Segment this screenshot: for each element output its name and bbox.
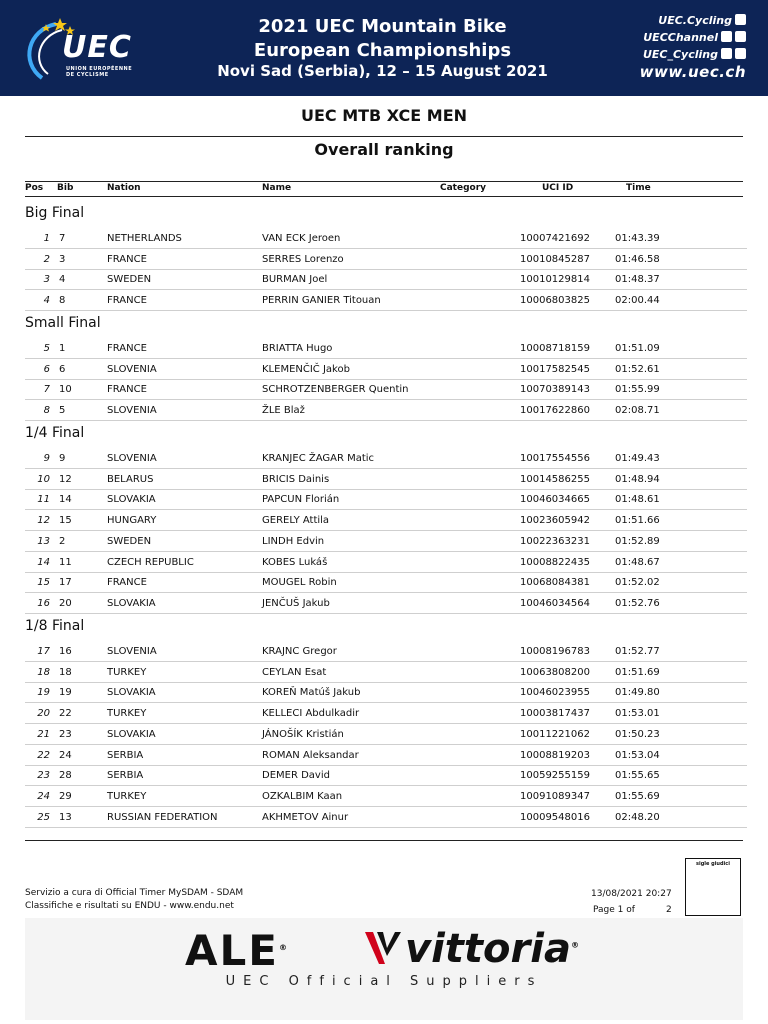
cell-time: 01:43.39 xyxy=(615,233,660,244)
table-row xyxy=(25,593,747,614)
cell-bib: 14 xyxy=(59,494,72,506)
cell-pos: 17 xyxy=(37,646,50,657)
cell-nation: SLOVENIA xyxy=(107,646,157,657)
instagram-icon xyxy=(735,48,746,59)
col-header-time: Time xyxy=(626,183,651,193)
cell-pos: 3 xyxy=(43,274,50,286)
cell-time: 01:52.76 xyxy=(615,597,660,609)
vittoria-logo: vittoria® xyxy=(405,926,579,972)
cell-time: 01:55.99 xyxy=(615,384,660,396)
cell-time: 01:48.94 xyxy=(615,473,660,485)
cell-pos: 2 xyxy=(43,253,50,265)
ale-logo-text: ALE xyxy=(185,926,279,975)
cell-bib: 4 xyxy=(59,274,66,286)
cell-nation: BELARUS xyxy=(107,473,154,485)
cell-time: 01:55.65 xyxy=(615,770,660,782)
cell-name: PERRIN GANIER Titouan xyxy=(262,295,381,307)
cell-name: VAN ECK Jeroen xyxy=(262,233,341,244)
cell-name: JÁNOŠÍK Kristián xyxy=(262,728,344,740)
cell-nation: FRANCE xyxy=(107,253,147,265)
cell-nation: SLOVENIA xyxy=(107,363,157,375)
cell-uci-id: 10008819203 xyxy=(520,749,590,761)
youtube-icon xyxy=(721,31,732,42)
cell-time: 01:52.02 xyxy=(615,577,660,589)
divider xyxy=(25,196,743,197)
cell-uci-id: 10022363231 xyxy=(520,535,590,547)
cell-nation: SERBIA xyxy=(107,749,144,761)
cell-name: GERELY Attila xyxy=(262,515,330,527)
table-row xyxy=(25,469,747,490)
event-title: UEC MTB XCE MEN xyxy=(300,106,468,125)
table-row xyxy=(25,641,747,662)
header-title-line2: European Championships xyxy=(253,40,512,61)
cell-time: 01:48.61 xyxy=(615,494,660,506)
cell-nation: RUSSIAN FEDERATION xyxy=(107,811,218,823)
cell-bib: 5 xyxy=(59,405,66,417)
cell-pos: 25 xyxy=(37,811,50,823)
cell-nation: FRANCE xyxy=(107,343,147,354)
cell-name: KELLECI Abdulkadir xyxy=(262,708,360,720)
col-header-nation: Nation xyxy=(107,183,141,193)
table-row xyxy=(25,359,747,380)
cell-uci-id: 10007421692 xyxy=(520,233,590,244)
cell-bib: 2 xyxy=(59,535,66,547)
website-link[interactable]: www.uec.ch xyxy=(639,63,746,81)
cell-name: KOREŇ Matúš Jakub xyxy=(262,687,361,699)
cell-nation: TURKEY xyxy=(107,708,147,720)
judges-signature-box xyxy=(685,858,741,916)
cell-bib: 11 xyxy=(59,556,72,568)
cell-bib: 6 xyxy=(59,363,66,375)
cell-nation: CZECH REPUBLIC xyxy=(107,556,194,568)
col-header-name: Name xyxy=(262,183,292,193)
table-row xyxy=(25,786,747,807)
section-heading: Small Final xyxy=(25,315,101,331)
cell-uci-id: 10010845287 xyxy=(520,253,590,265)
uec-logo-text: UEC xyxy=(62,30,132,65)
cell-bib: 23 xyxy=(59,728,72,740)
timestamp: 13/08/2021 20:27 xyxy=(591,889,672,899)
cell-nation: SLOVAKIA xyxy=(107,728,156,740)
uec-logo xyxy=(16,14,156,84)
cell-time: 01:52.77 xyxy=(615,646,660,657)
cell-nation: SLOVAKIA xyxy=(107,494,156,506)
cell-uci-id: 10017554556 xyxy=(520,453,590,464)
cell-name: BRIATTA Hugo xyxy=(262,343,333,354)
cell-uci-id: 10017622860 xyxy=(520,405,590,417)
cell-pos: 24 xyxy=(37,790,50,802)
cell-time: 01:52.61 xyxy=(615,363,660,375)
cell-pos: 7 xyxy=(43,384,50,396)
cell-nation: SWEDEN xyxy=(107,274,152,286)
table-row xyxy=(25,510,747,531)
table-row xyxy=(25,724,747,745)
cell-name: SCHROTZENBERGER Quentin xyxy=(262,384,409,396)
table-row xyxy=(25,552,747,573)
social-twitter[interactable] xyxy=(643,48,746,61)
vittoria-logo-text: vittoria xyxy=(405,926,571,972)
cell-uci-id: 10008822435 xyxy=(520,556,590,568)
cell-nation: NETHERLANDS xyxy=(107,233,182,244)
section-heading: Big Final xyxy=(25,205,85,221)
cell-bib: 16 xyxy=(59,646,72,657)
cell-bib: 18 xyxy=(59,666,72,678)
cell-name: DEMER David xyxy=(262,770,330,782)
ranking-title: Overall ranking xyxy=(314,140,454,159)
cell-time: 01:49.80 xyxy=(615,687,660,699)
cell-uci-id: 10023605942 xyxy=(520,515,590,527)
cell-name: BRICIS Dainis xyxy=(262,473,330,485)
table-row xyxy=(25,489,747,510)
cell-nation: HUNGARY xyxy=(107,515,157,527)
cell-bib: 24 xyxy=(59,749,72,761)
cell-time: 01:52.89 xyxy=(615,535,660,547)
cell-name: ŽLE Blaž xyxy=(262,405,305,417)
social-youtube-label: UECChannel xyxy=(643,31,718,44)
cell-nation: SLOVAKIA xyxy=(107,597,156,609)
table-row xyxy=(25,703,747,724)
cell-time: 02:08.71 xyxy=(615,405,660,417)
cell-nation: SLOVENIA xyxy=(107,453,157,464)
table-row xyxy=(25,765,747,786)
social-facebook-label: UEC.Cycling xyxy=(658,14,732,27)
col-header-bib: Bib xyxy=(57,183,74,193)
cell-uci-id: 10059255159 xyxy=(520,770,590,782)
table-row xyxy=(25,807,747,828)
cell-uci-id: 10011221062 xyxy=(520,728,590,740)
cell-pos: 11 xyxy=(37,494,50,506)
cell-pos: 10 xyxy=(37,473,50,485)
cell-time: 02:00.44 xyxy=(615,295,660,307)
section-heading: 1/8 Final xyxy=(25,618,85,634)
page-label: Page 1 of xyxy=(593,905,635,915)
cell-pos: 22 xyxy=(37,749,50,761)
cell-bib: 19 xyxy=(59,687,72,699)
page-total: 2 xyxy=(666,905,672,915)
cell-name: JENČUŠ Jakub xyxy=(262,597,330,609)
cell-nation: SERBIA xyxy=(107,770,144,782)
uec-logo-subtitle-1: UNION EUROPÉENNE xyxy=(66,66,133,72)
table-row xyxy=(25,379,747,400)
cell-time: 02:48.20 xyxy=(615,811,660,823)
cell-time: 01:51.09 xyxy=(615,343,660,354)
cell-nation: FRANCE xyxy=(107,577,147,589)
divider xyxy=(25,840,743,841)
cell-time: 01:48.37 xyxy=(615,274,660,286)
header-title-line1: 2021 UEC Mountain Bike xyxy=(258,16,507,37)
cell-bib: 10 xyxy=(59,384,72,396)
cell-uci-id: 10046023955 xyxy=(520,687,590,699)
dailymotion-icon xyxy=(735,31,746,42)
table-row xyxy=(25,400,747,421)
cell-bib: 3 xyxy=(59,253,66,265)
cell-pos: 13 xyxy=(37,535,50,547)
cell-bib: 17 xyxy=(59,577,72,589)
social-facebook[interactable] xyxy=(658,14,746,27)
cell-bib: 13 xyxy=(59,811,72,823)
cell-pos: 9 xyxy=(43,453,50,464)
cell-nation: FRANCE xyxy=(107,295,147,307)
cell-pos: 23 xyxy=(37,770,50,782)
cell-name: PAPCUN Florián xyxy=(262,494,340,506)
cell-time: 01:53.04 xyxy=(615,749,660,761)
cell-time: 01:46.58 xyxy=(615,253,660,265)
cell-time: 01:51.66 xyxy=(615,515,660,527)
cell-uci-id: 10068084381 xyxy=(520,577,590,589)
table-row xyxy=(25,662,747,683)
cell-pos: 14 xyxy=(37,556,50,568)
header-banner xyxy=(0,0,768,96)
cell-time: 01:55.69 xyxy=(615,790,660,802)
cell-name: KOBES Lukáš xyxy=(262,556,328,568)
service-credit: Servizio a cura di Official Timer MySDAM - SDAM xyxy=(25,888,244,898)
cell-nation: SWEDEN xyxy=(107,535,152,547)
divider xyxy=(25,136,743,137)
judges-signature-label: sigle giudici xyxy=(696,861,730,867)
social-youtube[interactable] xyxy=(643,31,746,44)
cell-pos: 1 xyxy=(43,233,50,244)
cell-uci-id: 10009548016 xyxy=(520,811,590,823)
cell-nation: SLOVAKIA xyxy=(107,687,156,699)
uec-logo-subtitle-2: DE CYCLISME xyxy=(66,72,109,78)
vittoria-mark-icon xyxy=(363,928,403,968)
cell-pos: 20 xyxy=(37,708,50,720)
cell-name: MOUGEL Robin xyxy=(262,577,337,589)
cell-pos: 21 xyxy=(37,728,50,740)
facebook-icon xyxy=(735,14,746,25)
cell-name: KRAJNC Gregor xyxy=(262,646,337,657)
col-header-pos: Pos xyxy=(25,183,44,193)
cell-bib: 1 xyxy=(59,343,66,354)
header-title-line3: Novi Sad (Serbia), 12 – 15 August 2021 xyxy=(217,62,548,80)
cell-bib: 15 xyxy=(59,515,72,527)
cell-uci-id: 10008196783 xyxy=(520,646,590,657)
cell-pos: 5 xyxy=(43,343,50,354)
cell-uci-id: 10008718159 xyxy=(520,343,590,354)
section-heading: 1/4 Final xyxy=(25,425,85,441)
cell-bib: 20 xyxy=(59,597,72,609)
cell-uci-id: 10070389143 xyxy=(520,384,590,396)
table-row xyxy=(25,290,747,311)
cell-name: BURMAN Joel xyxy=(262,274,328,286)
table-row xyxy=(25,249,747,270)
cell-name: LINDH Edvin xyxy=(262,535,325,547)
cell-name: SERRES Lorenzo xyxy=(262,253,344,265)
cell-pos: 4 xyxy=(43,295,50,307)
cell-pos: 19 xyxy=(37,687,50,699)
cell-bib: 8 xyxy=(59,295,66,307)
sponsor-banner xyxy=(25,918,743,1020)
cell-uci-id: 10003817437 xyxy=(520,708,590,720)
cell-time: 01:50.23 xyxy=(615,728,660,740)
cell-name: OZKALBIM Kaan xyxy=(262,790,343,802)
cell-uci-id: 10046034665 xyxy=(520,494,590,506)
table-row xyxy=(25,338,747,359)
table-row xyxy=(25,745,747,766)
cell-bib: 9 xyxy=(59,453,66,464)
cell-bib: 28 xyxy=(59,770,72,782)
results-credit: Classifiche e risultati su ENDU - www.endu.net xyxy=(25,901,234,911)
cell-time: 01:48.67 xyxy=(615,556,660,568)
cell-nation: FRANCE xyxy=(107,384,147,396)
cell-uci-id: 10017582545 xyxy=(520,363,590,375)
divider xyxy=(25,181,743,182)
cell-pos: 18 xyxy=(37,666,50,678)
cell-pos: 6 xyxy=(43,363,50,375)
table-row xyxy=(25,531,747,552)
cell-nation: TURKEY xyxy=(107,666,147,678)
cell-nation: TURKEY xyxy=(107,790,147,802)
ale-logo: ALE® xyxy=(185,926,289,975)
cell-uci-id: 10010129814 xyxy=(520,274,590,286)
cell-uci-id: 10063808200 xyxy=(520,666,590,678)
cell-uci-id: 10014586255 xyxy=(520,473,590,485)
cell-time: 01:49.43 xyxy=(615,453,660,464)
cell-name: AKHMETOV Ainur xyxy=(262,811,349,823)
cell-bib: 22 xyxy=(59,708,72,720)
cell-uci-id: 10006803825 xyxy=(520,295,590,307)
suppliers-caption: UEC Official Suppliers xyxy=(225,974,543,989)
cell-pos: 8 xyxy=(43,405,50,417)
cell-time: 01:53.01 xyxy=(615,708,660,720)
social-twitter-label: UEC_Cycling xyxy=(642,48,718,61)
twitter-icon xyxy=(721,48,732,59)
cell-name: KRANJEC ŽAGAR Matic xyxy=(262,453,375,464)
table-row xyxy=(25,448,747,469)
cell-nation: SLOVENIA xyxy=(107,405,157,417)
col-header-category: Category xyxy=(440,183,487,193)
col-header-uci-id: UCI ID xyxy=(542,183,574,193)
cell-bib: 7 xyxy=(59,233,66,244)
table-row xyxy=(25,682,747,703)
cell-uci-id: 10091089347 xyxy=(520,790,590,802)
cell-uci-id: 10046034564 xyxy=(520,597,590,609)
cell-pos: 16 xyxy=(37,597,50,609)
cell-bib: 29 xyxy=(59,790,72,802)
cell-pos: 12 xyxy=(37,515,50,527)
cell-name: ROMAN Aleksandar xyxy=(262,749,359,761)
table-row xyxy=(25,572,747,593)
cell-pos: 15 xyxy=(37,577,50,589)
cell-name: CEYLAN Esat xyxy=(262,666,327,678)
cell-name: KLEMENČIČ Jakob xyxy=(262,363,350,375)
cell-time: 01:51.69 xyxy=(615,666,660,678)
table-row xyxy=(25,228,747,249)
table-row xyxy=(25,269,747,290)
cell-bib: 12 xyxy=(59,473,72,485)
